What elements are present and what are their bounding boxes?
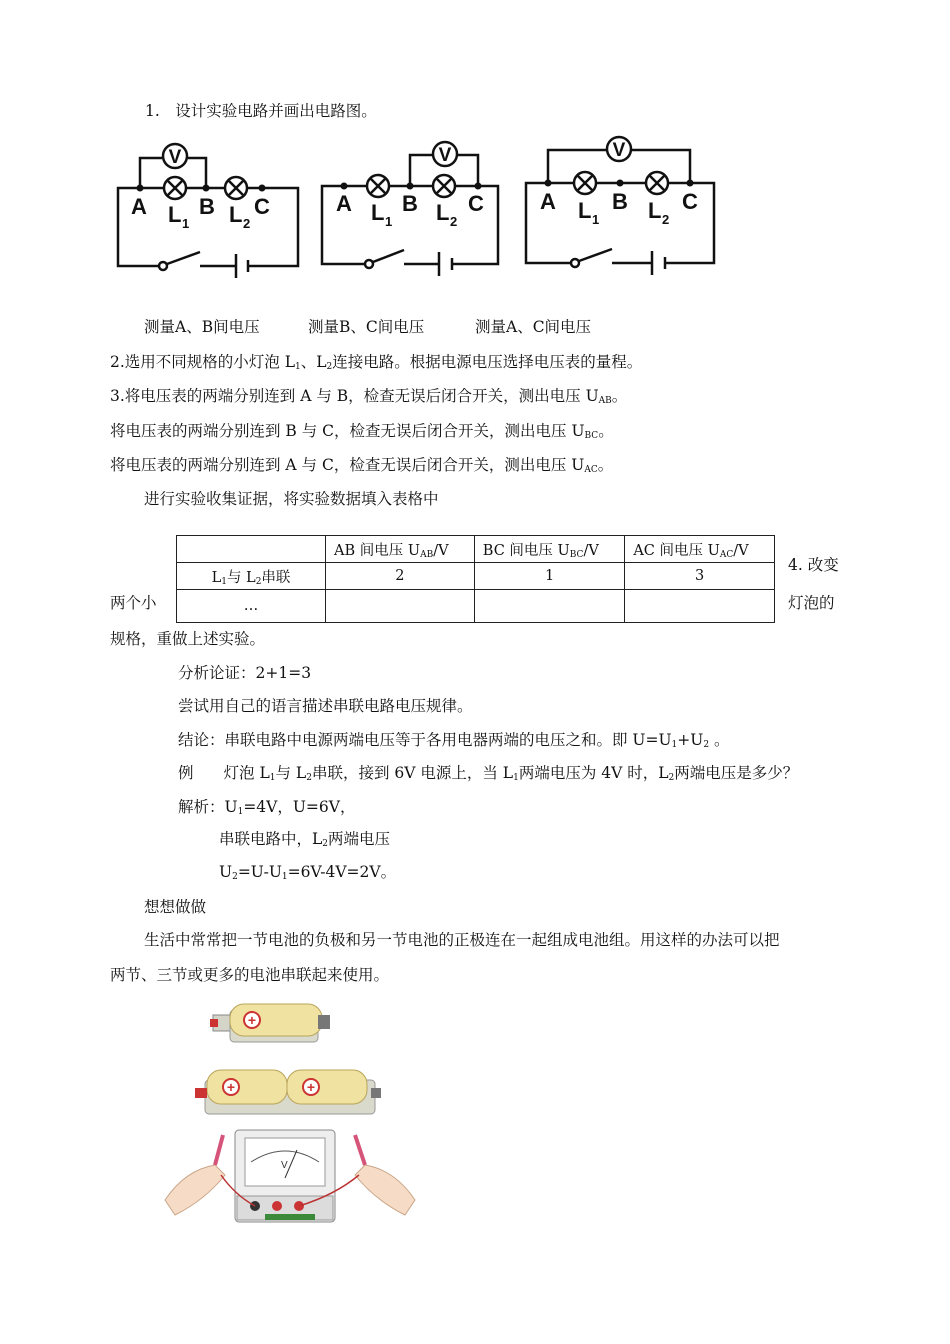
data-table — [176, 535, 775, 623]
label-l1-sub: 1 — [592, 212, 600, 227]
voltmeter-2-label: V — [438, 145, 452, 166]
step-4-right-2: 灯泡的 — [788, 594, 835, 612]
battery-illustration — [155, 1000, 425, 1240]
solution: 解析：$U_1=4V$，U=6V， — [178, 798, 356, 817]
label-c: C — [468, 191, 484, 216]
label-a: A — [540, 189, 556, 214]
row-label: $L_1$与 $L_2$串联 — [177, 563, 326, 590]
caption-bc: 测量B、C间电压 — [308, 318, 425, 336]
table-header-row — [177, 536, 775, 563]
label-a: A — [131, 194, 147, 219]
label-c: C — [682, 189, 698, 214]
circuit-diagrams — [0, 0, 950, 290]
table-row — [177, 590, 775, 623]
plus-sign: + — [226, 1079, 236, 1095]
example: 例 灯泡 $L_1$与 $L_2$串联，接到 6V 电源上，当 $L_1$两端电压为 4V 时，$L_2$两端电压是多少？ — [178, 764, 799, 783]
label-l2-sub: 2 — [243, 216, 251, 231]
cell-empty — [474, 590, 625, 623]
plus-sign: + — [306, 1079, 316, 1095]
meter-symbol: V — [281, 1160, 288, 1171]
label-b: B — [402, 191, 418, 216]
caption-ac: 测量A、C间电压 — [475, 318, 592, 336]
step-3c: 将电压表的两端分别连到 A 与 C，检查无误后闭合开关，测出电压 $U_{AC}$。 — [110, 456, 614, 475]
try-text: 尝试用自己的语言描述串联电路电压规律。 — [178, 697, 473, 715]
label-l2: L — [436, 200, 450, 225]
label-a: A — [336, 191, 352, 216]
label-l2-sub: 2 — [662, 212, 670, 227]
label-c: C — [254, 194, 270, 219]
label-l2: L — [229, 202, 243, 227]
conclusion: 结论：串联电路中电源两端电压等于各用电器两端的电压之和。即 $U=U_1+U_2$ 。 — [178, 731, 730, 750]
header-ac: AC 间电压 $U_{AC}/V$ — [625, 536, 775, 563]
label-l2: L — [648, 198, 662, 223]
think-title: 想想做做 — [144, 898, 207, 916]
step-4-left: 两个小 — [110, 594, 157, 612]
caption-ab: 测量A、B间电压 — [144, 318, 260, 336]
table-corner — [177, 536, 326, 563]
label-l1: L — [168, 202, 182, 227]
para-2: 两节、三节或更多的电池串联起来使用。 — [110, 966, 390, 984]
para-1: 生活中常常把一节电池的负极和另一节电池的正极连在一起组成电池组。用这样的办法可以把 — [144, 931, 780, 949]
label-b: B — [199, 194, 215, 219]
label-l1: L — [371, 200, 385, 225]
collect-text: 进行实验收集证据，将实验数据填入表格中 — [144, 490, 439, 508]
table-row — [177, 563, 775, 590]
step-3a: 3.将电压表的两端分别连到 A 与 B，检查无误后闭合开关，测出电压 $U_{AB}$。 — [110, 387, 628, 406]
step-4-cont: 规格，重做上述实验。 — [110, 630, 266, 648]
cell-ab: 2 — [326, 563, 475, 590]
header-ab: AB 间电压 $U_{AB}/V$ — [326, 536, 475, 563]
header-bc: BC 间电压 $U_{BC}/V$ — [474, 536, 625, 563]
row-label: … — [177, 590, 326, 623]
step-4-right-1: 4. 改变 — [788, 556, 839, 574]
label-l1-sub: 1 — [385, 214, 393, 229]
voltmeter-3-label: V — [612, 140, 626, 161]
step-3b: 将电压表的两端分别连到 B 与 C，检查无误后闭合开关，测出电压 $U_{BC}$。 — [110, 422, 614, 441]
label-l2-sub: 2 — [450, 214, 458, 229]
cell-empty — [326, 590, 475, 623]
label-l1: L — [578, 198, 592, 223]
step-1: 1. 设计实验电路并画出电路图。 — [145, 102, 377, 120]
cell-empty — [625, 590, 775, 623]
step-2: 2.选用不同规格的小灯泡 $L_1$、$L_2$连接电路。根据电源电压选择电压表的量程。 — [110, 353, 643, 372]
cell-ac: 3 — [625, 563, 775, 590]
voltmeter-1-label: V — [168, 147, 182, 168]
analysis: 分析论证：2+1=3 — [178, 664, 312, 682]
label-b: B — [612, 189, 628, 214]
plus-sign: + — [247, 1012, 257, 1028]
solution-3: $U_2=U-U_1=6V-4V=2V$。 — [219, 863, 397, 882]
solution-2: 串联电路中，$L_2$两端电压 — [219, 830, 391, 849]
label-l1-sub: 1 — [182, 216, 190, 231]
cell-bc: 1 — [474, 563, 625, 590]
